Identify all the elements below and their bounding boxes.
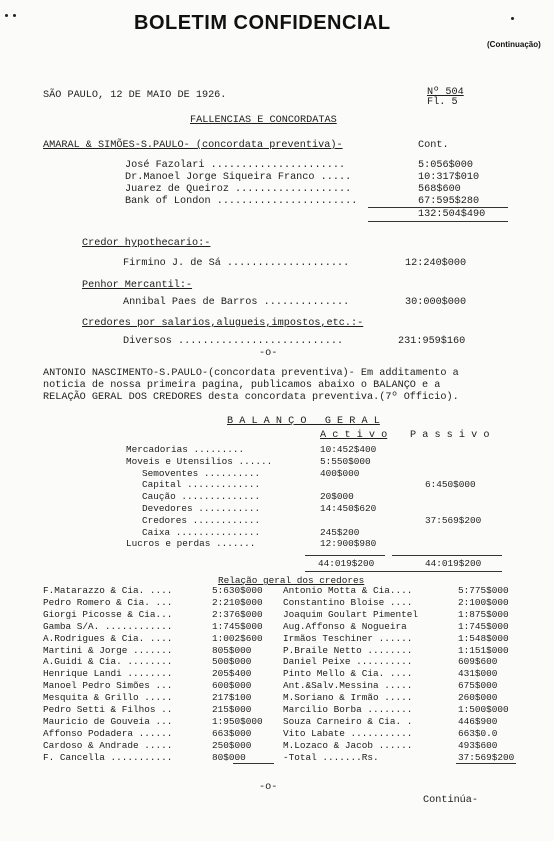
balance-row-label: Semoventes ..........	[142, 467, 261, 479]
creditor-name: Juarez de Queiroz ...................	[125, 184, 352, 195]
creditor-left-value: 1:950$000	[212, 715, 263, 727]
creditor-left-name: A.Rodrigues & Cia. ....	[43, 632, 173, 644]
folha-number: Fl. 5	[427, 97, 458, 108]
creditor-right-value: 2:100$000	[458, 596, 509, 608]
creditor-left-name: Cardoso & Andrade .....	[43, 739, 173, 751]
creditor-left-value: 2:210$000	[212, 596, 263, 608]
separator: -o-	[259, 348, 278, 359]
creditor-value: 568$600	[418, 184, 461, 195]
creditor-left-name: Mesquita & Grillo .....	[43, 692, 173, 704]
creditor-left-name: F. Cancella ...........	[43, 751, 173, 763]
balance-activo-value: 245$200	[320, 526, 360, 538]
creditor-left-value: 5:630$000	[212, 585, 263, 596]
creditor-left-name: Pedro Romero & Cia. ...	[43, 596, 173, 608]
antonio-paragraph-line-1: ANTONIO NASCIMENTO-S.PAULO-(concordata preventiva)- Em additamento a	[43, 368, 459, 379]
creditor-right-name: Constantino Bloise ....	[283, 596, 413, 608]
creditor-value: 10:317$010	[418, 172, 480, 183]
creditor-left-value: 80$000	[212, 751, 246, 763]
creditor-right-name: Ant.&Salv.Messina .....	[283, 680, 413, 692]
creditor-left-name: Mauricio de Gouveia ...	[43, 715, 173, 727]
creditor-right-value: 446$900	[458, 715, 498, 727]
penhor-value: 30:000$000	[405, 297, 467, 308]
creditor-right-value: 431$000	[458, 668, 498, 680]
creditor-right-name: Marcilio Borba ........	[283, 704, 413, 715]
passivo-sum-rule	[392, 555, 502, 556]
creditor-name: José Fazolari ......................	[125, 160, 346, 171]
separator: -o-	[259, 782, 278, 793]
creditor-name: Bank of London .......................	[125, 196, 358, 207]
creditor-right-value: 493$600	[458, 739, 498, 751]
balance-activo-value: 10:452$400	[320, 444, 377, 455]
creditor-right-name: Irmãos Teschiner ......	[283, 632, 413, 644]
passivo-heading: P a s s i v o	[410, 430, 490, 441]
balance-row-label: Caução ..............	[142, 491, 261, 503]
creditor-left-value: 805$000	[212, 644, 252, 656]
continuation-note: (Continuação)	[487, 40, 541, 49]
mortgage-line: Firmino J. de Sá ....................	[123, 258, 350, 269]
salarios-label: Credores por salarios,alugueis,impostos,etc.:-	[82, 318, 364, 329]
creditor-right-value: 1:500$000	[458, 704, 509, 715]
speck-mark	[511, 17, 514, 20]
creditor-right-name: Antonio Motta & Cia....	[283, 585, 413, 596]
creditor-right-name: -Total .......Rs.	[283, 751, 379, 763]
creditor-right-name: Daniel Peixe ..........	[283, 656, 413, 668]
creditor-left-value: 1:745$000	[212, 620, 263, 632]
dateline: SÃO PAULO, 12 DE MAIO DE 1926.	[43, 90, 227, 101]
creditor-left-value: 217$100	[212, 692, 252, 704]
creditor-right-name: Aug.Affonso & Nogueira	[283, 620, 407, 632]
creditor-left-name: F.Matarazzo & Cia. ....	[43, 585, 173, 596]
balance-activo-value: 20$000	[320, 491, 354, 503]
creditor-left-name: Martini & Jorge .......	[43, 644, 173, 656]
creditor-value: 5:056$000	[418, 160, 474, 171]
balance-activo-value: 5:550$000	[320, 455, 371, 467]
creditor-right-name: Joaquim Goulart Pimentel	[283, 608, 419, 620]
penhor-line: Annibal Paes de Barros ..............	[123, 297, 350, 308]
mortgage-label: Credor hypothecario:-	[82, 238, 211, 249]
section-title: FALLENCIAS E CONCORDATAS	[190, 115, 337, 126]
activo-sum-rule	[305, 555, 385, 556]
grand-total-underline	[456, 763, 516, 764]
creditor-right-value: 1:548$000	[458, 632, 509, 644]
activo-heading: A c t i v o	[320, 430, 388, 441]
last-entry-underline	[233, 763, 274, 764]
balance-row-label: Lucros e perdas .......	[126, 538, 256, 550]
creditor-left-name: A.Guidi & Cia. ........	[43, 656, 173, 668]
amaral-cont: Cont.	[418, 140, 449, 151]
balance-row-label: Caixa ...............	[142, 526, 261, 538]
antonio-paragraph-line-3: RELAÇÃO GERAL DOS CREDORES desta concordata preventiva.(7º Officio).	[43, 392, 459, 403]
creditor-left-value: 250$000	[212, 739, 252, 751]
totals-underline	[305, 571, 502, 572]
balance-row-label: Capital .............	[142, 479, 261, 491]
creditor-right-name: Souza Carneiro & Cia. .	[283, 715, 413, 727]
creditor-right-value: 1:875$000	[458, 608, 509, 620]
creditor-right-name: Vito Labate ...........	[283, 727, 413, 739]
creditor-right-value: 663$0.0	[458, 727, 498, 739]
creditor-right-value: 5:775$000	[458, 585, 509, 596]
subtotal-underline	[368, 221, 508, 222]
diversos-value: 231:959$160	[398, 336, 466, 347]
creditor-left-value: 500$000	[212, 656, 252, 668]
creditor-right-name: M.Lozaco & Jacob ......	[283, 739, 413, 751]
relacao-title: Relação geral dos credores	[218, 575, 365, 586]
balance-activo-value: 400$000	[320, 467, 360, 479]
creditor-name: Dr.Manoel Jorge Siqueira Franco .....	[125, 172, 352, 183]
creditor-right-value: 260$000	[458, 692, 498, 704]
creditor-right-value: 675$000	[458, 680, 498, 692]
bulletin-number: Nº 504	[427, 87, 464, 98]
antonio-paragraph-line-2: noticia de nossa primeira pagina, publicamos abaixo o BALANÇO e a	[43, 380, 441, 391]
creditor-left-value: 2:376$000	[212, 608, 263, 620]
creditor-value: 67:595$280	[418, 196, 480, 207]
creditor-left-name: Henrique Landi ........	[43, 668, 173, 680]
creditor-right-value: 609$600	[458, 656, 498, 668]
creditor-right-name: P.Braile Netto ........	[283, 644, 413, 656]
creditor-left-name: Pedro Setti & Filhos ..	[43, 704, 173, 715]
balance-row-label: Mercadorias .........	[126, 444, 245, 455]
creditor-left-value: 600$000	[212, 680, 252, 692]
creditor-left-value: 1:002$600	[212, 632, 263, 644]
creditor-left-value: 215$000	[212, 704, 252, 715]
balance-passivo-value: 6:450$000	[425, 479, 476, 491]
continua-note: Continúa-	[423, 795, 479, 806]
creditor-right-value: 1:745$000	[458, 620, 509, 632]
creditor-left-value: 663$000	[212, 727, 252, 739]
subtotal-rule	[368, 207, 508, 208]
mortgage-value: 12:240$000	[405, 258, 467, 269]
balance-activo-value: 14:450$620	[320, 503, 377, 514]
balance-row-label: Devedores ...........	[142, 503, 261, 514]
creditor-left-name: Giorgi Picosse & Cia...	[43, 608, 173, 620]
speck-mark	[13, 14, 16, 17]
amaral-subtotal: 132:504$490	[418, 209, 486, 220]
page-title: BOLETIM CONFIDENCIAL	[134, 12, 391, 34]
creditor-left-name: Gamba S/A. ............	[43, 620, 173, 632]
balance-row-label: Credores ............	[142, 514, 261, 526]
balance-passivo-value: 37:569$200	[425, 514, 482, 526]
creditor-left-name: Affonso Podadera ......	[43, 727, 173, 739]
activo-total: 44:019$200	[318, 558, 375, 569]
balance-row-label: Moveis e Utensilios ......	[126, 455, 273, 467]
balanco-title: B A L A N Ç O G E R A L	[227, 416, 380, 427]
creditor-left-value: 205$400	[212, 668, 252, 680]
amaral-heading: AMARAL & SIMÕES-S.PAULO- (concordata preventiva)-	[43, 140, 343, 151]
creditor-left-name: Manoel Pedro Simões ...	[43, 680, 173, 692]
creditor-right-value: 37:569$200	[458, 751, 515, 763]
balance-activo-value: 12:900$980	[320, 538, 377, 550]
creditor-right-value: 1:151$000	[458, 644, 509, 656]
creditor-right-name: Pinto Mello & Cia. ....	[283, 668, 413, 680]
diversos-line: Diversos ...........................	[123, 336, 344, 347]
penhor-label: Penhor Mercantil:-	[82, 280, 193, 291]
passivo-total: 44:019$200	[425, 558, 482, 569]
creditor-right-name: M.Soriano & Irmão .....	[283, 692, 413, 704]
speck-mark	[5, 14, 8, 17]
